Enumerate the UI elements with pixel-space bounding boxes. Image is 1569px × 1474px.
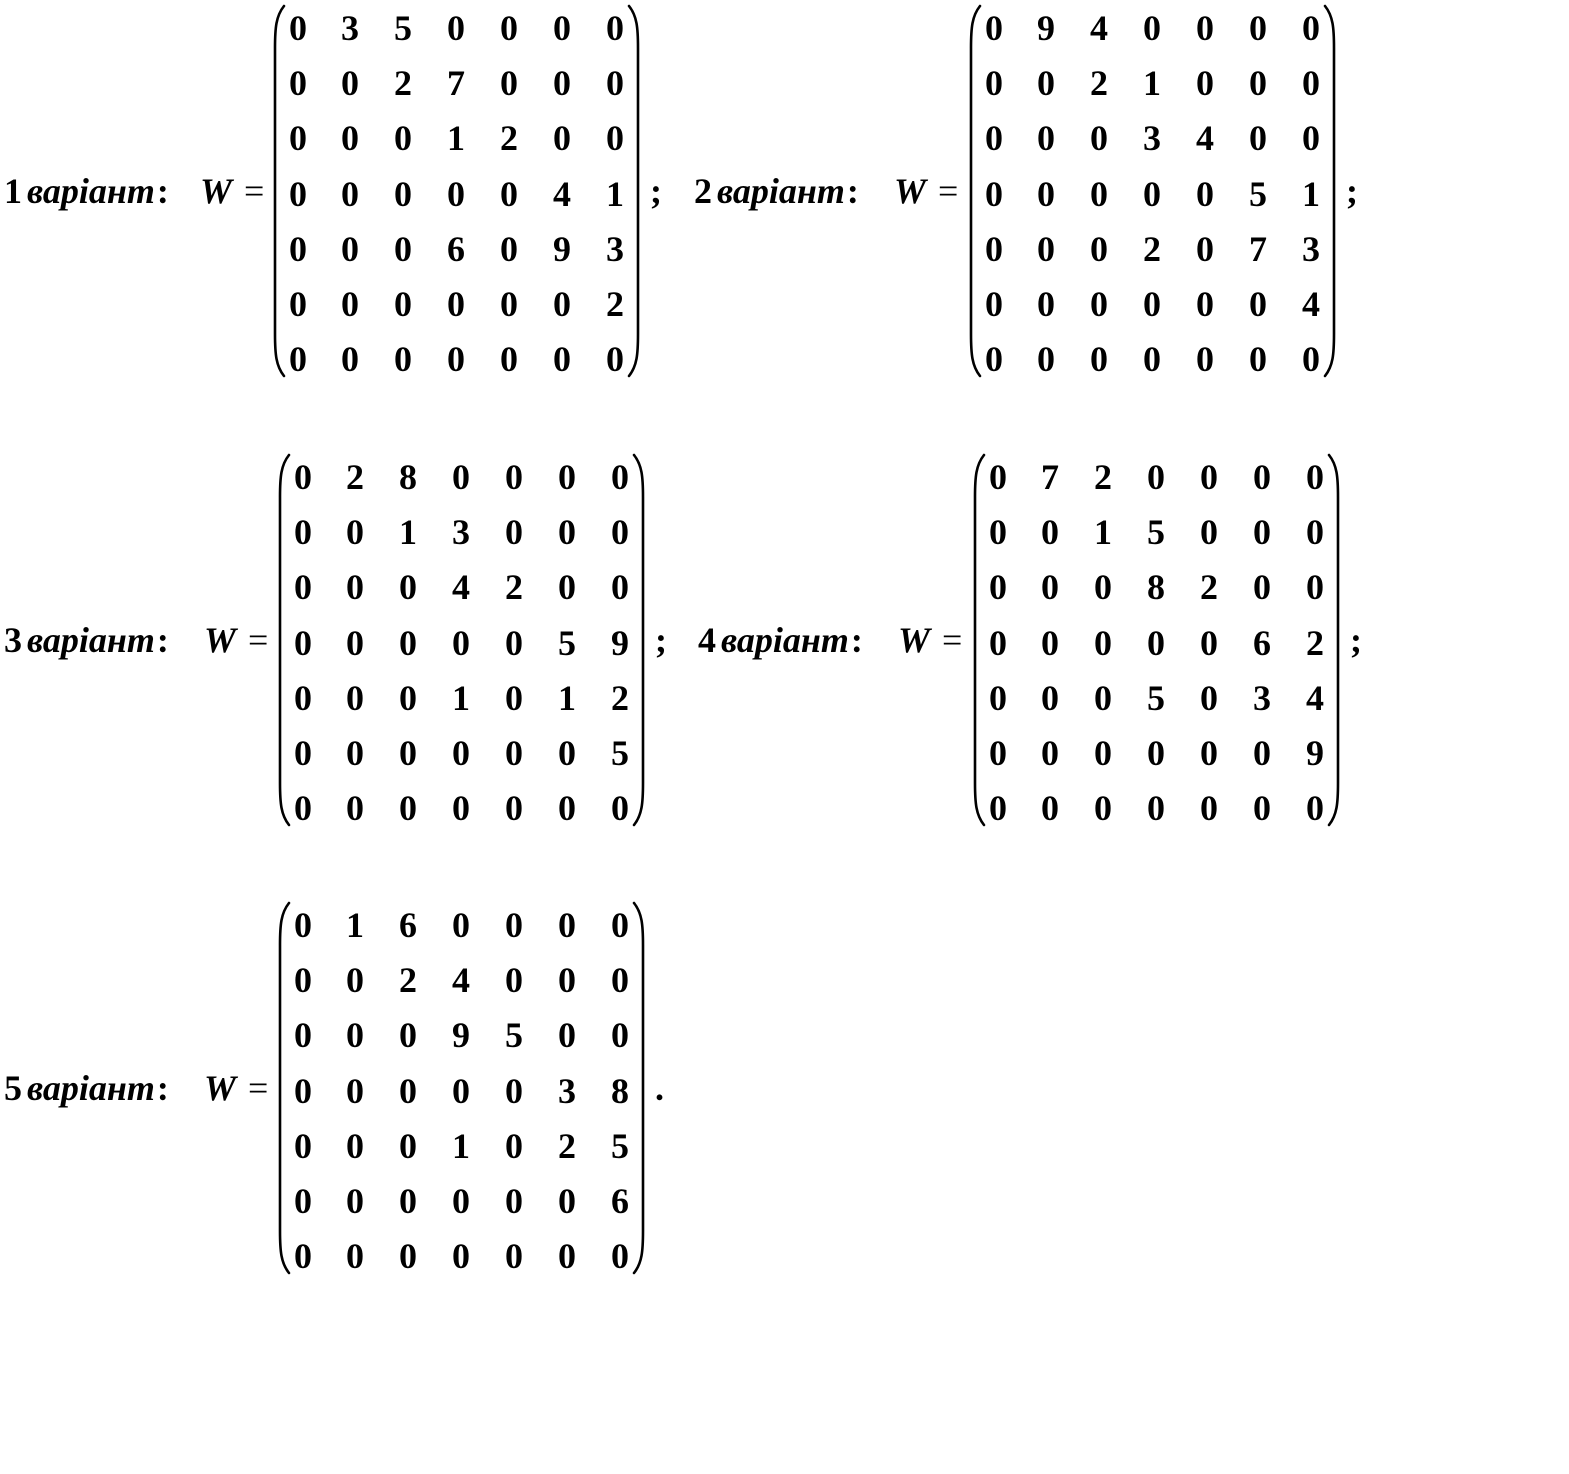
matrix-cell: 0 <box>1041 733 1059 773</box>
matrix-cell: 0 <box>294 1236 312 1276</box>
variant-word: варіант <box>721 620 849 660</box>
matrix-cell: 0 <box>399 1071 417 1111</box>
matrix-cell: 0 <box>452 457 470 497</box>
matrix-cell: 0 <box>1143 284 1161 324</box>
matrix-cell: 0 <box>505 678 523 718</box>
matrix-cell: 3 <box>558 1071 576 1111</box>
matrix-cell: 0 <box>985 8 1003 48</box>
matrix-cell: 0 <box>294 1181 312 1221</box>
matrix-equation-prefix <box>204 616 268 664</box>
matrix-cell: 0 <box>341 63 359 103</box>
matrix-cell: 0 <box>606 63 624 103</box>
matrix-cell: 2 <box>1200 567 1218 607</box>
matrix-cell: 0 <box>399 1126 417 1166</box>
matrix-cell: 0 <box>346 960 364 1000</box>
variant-word: варіант <box>27 620 155 660</box>
matrix-cell: 0 <box>294 1071 312 1111</box>
matrix-cell: 0 <box>452 1181 470 1221</box>
variant-number: 2 <box>694 171 712 211</box>
matrix-cell: 0 <box>294 457 312 497</box>
matrix-cell: 0 <box>606 8 624 48</box>
matrix-cell: 0 <box>399 567 417 607</box>
matrix-cell: 0 <box>505 788 523 828</box>
matrix-cell: 0 <box>1249 339 1267 379</box>
trailing-punctuation: ; <box>1350 620 1362 660</box>
matrix-cell: 1 <box>447 118 465 158</box>
matrix-cell: 2 <box>500 118 518 158</box>
matrix-cell: 1 <box>1302 174 1320 214</box>
variable-w: W <box>200 171 233 211</box>
matrix-cell: 0 <box>985 118 1003 158</box>
matrix-cell: 2 <box>505 567 523 607</box>
matrix-cell: 4 <box>452 960 470 1000</box>
matrix-cell: 0 <box>985 229 1003 269</box>
matrix-cell: 0 <box>399 1236 417 1276</box>
matrix-cell: 0 <box>985 339 1003 379</box>
matrix-cell: 9 <box>553 229 571 269</box>
matrix-cell: 2 <box>346 457 364 497</box>
matrix-cell: 0 <box>505 1236 523 1276</box>
right-parenthesis <box>1323 4 1337 378</box>
matrix-cell: 0 <box>1090 174 1108 214</box>
right-parenthesis <box>1327 453 1341 827</box>
matrix-cell: 0 <box>553 118 571 158</box>
matrix-cell: 1 <box>452 678 470 718</box>
matrix-cell: 0 <box>558 1236 576 1276</box>
matrix-cell: 0 <box>611 457 629 497</box>
matrix-cell: 0 <box>1196 63 1214 103</box>
matrix-cell: 0 <box>394 174 412 214</box>
right-parenthesis <box>632 901 646 1275</box>
matrix-cell: 0 <box>558 567 576 607</box>
matrix-cell: 0 <box>1094 623 1112 663</box>
variant-word: варіант <box>27 171 155 211</box>
matrix-cell: 0 <box>505 1126 523 1166</box>
matrix-cell: 3 <box>341 8 359 48</box>
matrix-cell: 0 <box>394 284 412 324</box>
matrix-cell: 5 <box>611 733 629 773</box>
matrix-cell: 0 <box>447 8 465 48</box>
matrix-cell: 7 <box>1041 457 1059 497</box>
matrix-cell: 0 <box>346 512 364 552</box>
matrix-cell: 0 <box>1143 8 1161 48</box>
matrix-cell: 0 <box>399 1181 417 1221</box>
matrix-cell: 0 <box>1090 118 1108 158</box>
trailing-punctuation: ; <box>655 620 667 660</box>
equals-sign: = <box>938 171 959 211</box>
matrix-cell: 0 <box>289 8 307 48</box>
matrix-cell: 4 <box>1306 678 1324 718</box>
variant-4-label <box>698 616 863 664</box>
matrix-cell: 3 <box>606 229 624 269</box>
matrix-cell: 5 <box>1147 678 1165 718</box>
matrix-cell: 0 <box>611 512 629 552</box>
matrix-cell: 7 <box>447 63 465 103</box>
variant-number: 3 <box>4 620 22 660</box>
matrix-cell: 0 <box>505 457 523 497</box>
matrix-cell: 0 <box>1037 63 1055 103</box>
matrix-cell: 0 <box>558 512 576 552</box>
matrix-cell: 0 <box>1306 567 1324 607</box>
matrix-cell: 0 <box>289 229 307 269</box>
matrix-cell: 0 <box>1302 339 1320 379</box>
matrix-cell: 1 <box>452 1126 470 1166</box>
matrix-cell: 0 <box>500 8 518 48</box>
matrix-cell: 0 <box>1302 118 1320 158</box>
matrix-cell: 0 <box>611 567 629 607</box>
matrix-cell: 2 <box>394 63 412 103</box>
matrix-cell: 0 <box>1253 788 1271 828</box>
colon: : <box>850 620 863 660</box>
matrix-cell: 0 <box>985 284 1003 324</box>
matrix-cell: 5 <box>1147 512 1165 552</box>
matrix-cell: 0 <box>558 1015 576 1055</box>
matrix-cell: 0 <box>346 788 364 828</box>
matrix-cell: 0 <box>294 1126 312 1166</box>
colon: : <box>156 171 169 211</box>
matrix-cell: 0 <box>346 1181 364 1221</box>
matrix-w <box>972 453 1341 827</box>
matrix-cell: 0 <box>447 174 465 214</box>
matrix-cell: 3 <box>452 512 470 552</box>
matrix-cell: 0 <box>346 1015 364 1055</box>
matrix-cell: 0 <box>989 733 1007 773</box>
matrix-cell: 0 <box>1249 118 1267 158</box>
matrix-cell: 0 <box>606 339 624 379</box>
matrix-cell: 0 <box>341 174 359 214</box>
matrix-cell: 0 <box>394 339 412 379</box>
matrix-cell: 0 <box>505 512 523 552</box>
matrix-cell: 0 <box>341 229 359 269</box>
matrix-cell: 0 <box>611 905 629 945</box>
matrix-cell: 0 <box>1200 623 1218 663</box>
matrix-cell: 9 <box>452 1015 470 1055</box>
variant-number: 1 <box>4 171 22 211</box>
matrix-cell: 5 <box>611 1126 629 1166</box>
matrix-cell: 1 <box>558 678 576 718</box>
matrix-cell: 0 <box>1196 8 1214 48</box>
matrix-cell: 5 <box>1249 174 1267 214</box>
matrix-cell: 0 <box>500 284 518 324</box>
matrix-cell: 0 <box>452 905 470 945</box>
matrix-cell: 0 <box>1253 457 1271 497</box>
matrix-cell: 0 <box>1200 512 1218 552</box>
matrix-cell: 4 <box>1196 118 1214 158</box>
matrix-cell: 0 <box>558 1181 576 1221</box>
matrix-cell: 4 <box>553 174 571 214</box>
equals-sign: = <box>244 171 265 211</box>
matrix-cell: 0 <box>452 1071 470 1111</box>
matrix-cell: 0 <box>452 1236 470 1276</box>
matrix-cell: 0 <box>1249 8 1267 48</box>
matrix-cell: 8 <box>1147 567 1165 607</box>
variant-word: варіант <box>27 1068 155 1108</box>
matrix-cell: 0 <box>341 284 359 324</box>
matrix-cell: 4 <box>1302 284 1320 324</box>
colon: : <box>846 171 859 211</box>
equals-sign: = <box>942 620 963 660</box>
matrix-cell: 0 <box>1041 788 1059 828</box>
matrix-w <box>968 4 1337 378</box>
matrix-cell: 9 <box>1306 733 1324 773</box>
matrix-cell: 5 <box>394 8 412 48</box>
matrix-cell: 0 <box>1041 567 1059 607</box>
matrix-cell: 0 <box>294 733 312 773</box>
right-parenthesis <box>632 453 646 827</box>
matrix-cell: 0 <box>1143 174 1161 214</box>
matrix-cell: 2 <box>1306 623 1324 663</box>
variant-5-label <box>4 1064 169 1112</box>
matrix-cell: 0 <box>1306 788 1324 828</box>
matrix-cell: 0 <box>346 1071 364 1111</box>
matrix-cell: 4 <box>452 567 470 607</box>
matrix-cell: 0 <box>989 623 1007 663</box>
matrix-cell: 0 <box>1037 229 1055 269</box>
matrix-cell: 0 <box>1090 339 1108 379</box>
matrix-cell: 0 <box>1041 623 1059 663</box>
matrix-cell: 9 <box>1037 8 1055 48</box>
matrix-cell: 0 <box>1200 678 1218 718</box>
trailing-punctuation: ; <box>1346 171 1358 211</box>
matrix-cell: 0 <box>1200 457 1218 497</box>
matrix-cell: 5 <box>505 1015 523 1055</box>
matrix-cell: 0 <box>611 960 629 1000</box>
matrix-cell: 0 <box>1037 118 1055 158</box>
matrix-cell: 0 <box>500 229 518 269</box>
matrix-cell: 0 <box>289 174 307 214</box>
matrix-cell: 0 <box>294 1015 312 1055</box>
matrix-cell: 0 <box>294 512 312 552</box>
matrix-cell: 0 <box>611 1236 629 1276</box>
matrix-cell: 0 <box>1147 623 1165 663</box>
matrix-cell: 0 <box>606 118 624 158</box>
matrix-cell: 3 <box>1253 678 1271 718</box>
matrix-cell: 0 <box>500 339 518 379</box>
variant-number: 4 <box>698 620 716 660</box>
matrix-cell: 0 <box>611 788 629 828</box>
variant-2-label <box>694 167 859 215</box>
matrix-cell: 2 <box>1090 63 1108 103</box>
matrix-cell: 0 <box>1143 339 1161 379</box>
matrix-cell: 0 <box>1147 788 1165 828</box>
matrix-cell: 0 <box>505 1071 523 1111</box>
matrix-cell: 0 <box>505 733 523 773</box>
matrix-cell: 0 <box>346 567 364 607</box>
matrix-cell: 6 <box>399 905 417 945</box>
matrix-cell: 0 <box>1306 512 1324 552</box>
matrix-cell: 0 <box>1249 63 1267 103</box>
matrix-cell: 0 <box>553 339 571 379</box>
matrix-cell: 0 <box>1302 8 1320 48</box>
matrix-cell: 0 <box>294 678 312 718</box>
matrix-cell: 0 <box>505 905 523 945</box>
matrix-cell: 0 <box>1147 457 1165 497</box>
matrix-cell: 0 <box>1200 788 1218 828</box>
matrix-cell: 0 <box>500 174 518 214</box>
matrix-cell: 0 <box>1037 339 1055 379</box>
matrix-cell: 2 <box>558 1126 576 1166</box>
matrix-cell: 2 <box>606 284 624 324</box>
matrix-cell: 0 <box>1196 174 1214 214</box>
matrix-equation-prefix <box>894 167 958 215</box>
matrix-cell: 0 <box>985 63 1003 103</box>
matrix-cell: 0 <box>447 284 465 324</box>
matrix-cell: 0 <box>341 118 359 158</box>
matrix-cell: 0 <box>289 284 307 324</box>
matrix-cell: 0 <box>500 63 518 103</box>
matrix-cell: 2 <box>1143 229 1161 269</box>
matrix-cell: 0 <box>294 960 312 1000</box>
matrix-cell: 0 <box>1094 788 1112 828</box>
variant-1-label <box>4 167 169 215</box>
matrix-cell: 0 <box>1147 733 1165 773</box>
matrix-cell: 0 <box>1249 284 1267 324</box>
matrix-cell: 4 <box>1090 8 1108 48</box>
matrix-cell: 8 <box>611 1071 629 1111</box>
matrix-cell: 0 <box>1302 63 1320 103</box>
matrix-cell: 9 <box>611 623 629 663</box>
matrix-cell: 0 <box>1041 512 1059 552</box>
matrix-cell: 2 <box>1094 457 1112 497</box>
matrix-cell: 0 <box>1094 733 1112 773</box>
matrix-cell: 0 <box>394 229 412 269</box>
matrix-cell: 0 <box>1037 174 1055 214</box>
matrix-cell: 0 <box>989 788 1007 828</box>
matrix-cell: 0 <box>289 339 307 379</box>
matrix-cell: 0 <box>294 905 312 945</box>
matrix-cell: 0 <box>553 8 571 48</box>
matrix-cell: 0 <box>558 905 576 945</box>
matrix-cell: 0 <box>346 678 364 718</box>
matrix-cell: 2 <box>611 678 629 718</box>
matrix-cell: 0 <box>399 733 417 773</box>
matrix-cell: 0 <box>989 512 1007 552</box>
matrix-cell: 6 <box>611 1181 629 1221</box>
matrix-cell: 0 <box>989 678 1007 718</box>
matrix-cell: 0 <box>1094 567 1112 607</box>
matrix-w <box>277 453 646 827</box>
matrix-cell: 2 <box>399 960 417 1000</box>
matrix-cell: 0 <box>1196 229 1214 269</box>
matrix-cell: 0 <box>505 1181 523 1221</box>
variable-w: W <box>898 620 931 660</box>
matrix-cell: 0 <box>1094 678 1112 718</box>
matrix-equation-prefix <box>204 1064 268 1112</box>
matrix-cell: 0 <box>1196 284 1214 324</box>
equals-sign: = <box>248 1068 269 1108</box>
matrix-cell: 0 <box>989 567 1007 607</box>
variable-w: W <box>204 620 237 660</box>
matrix-cell: 0 <box>399 1015 417 1055</box>
matrix-cell: 0 <box>1200 733 1218 773</box>
matrix-cell: 1 <box>1094 512 1112 552</box>
matrix-cell: 0 <box>985 174 1003 214</box>
matrix-w <box>272 4 641 378</box>
matrix-cell: 0 <box>611 1015 629 1055</box>
matrix-cell: 3 <box>1302 229 1320 269</box>
matrix-cell: 0 <box>1196 339 1214 379</box>
colon: : <box>156 620 169 660</box>
matrix-cell: 1 <box>399 512 417 552</box>
matrix-cell: 0 <box>1090 284 1108 324</box>
matrix-cell: 6 <box>1253 623 1271 663</box>
matrix-cell: 0 <box>452 733 470 773</box>
matrix-cell: 3 <box>1143 118 1161 158</box>
equals-sign: = <box>248 620 269 660</box>
matrix-w <box>277 901 646 1275</box>
matrix-cell: 0 <box>505 623 523 663</box>
matrix-cell: 0 <box>394 118 412 158</box>
matrix-cell: 0 <box>399 678 417 718</box>
variable-w: W <box>204 1068 237 1108</box>
variable-w: W <box>894 171 927 211</box>
matrix-cell: 0 <box>289 118 307 158</box>
matrix-cell: 6 <box>447 229 465 269</box>
trailing-punctuation: ; <box>650 171 662 211</box>
matrix-cell: 0 <box>558 457 576 497</box>
matrix-cell: 7 <box>1249 229 1267 269</box>
matrix-cell: 0 <box>553 63 571 103</box>
matrix-cell: 0 <box>558 733 576 773</box>
matrix-cell: 0 <box>294 788 312 828</box>
colon: : <box>156 1068 169 1108</box>
matrix-cell: 0 <box>989 457 1007 497</box>
matrix-cell: 0 <box>294 567 312 607</box>
matrix-cell: 5 <box>558 623 576 663</box>
matrix-cell: 0 <box>558 788 576 828</box>
matrix-cell: 0 <box>452 788 470 828</box>
matrix-cell: 0 <box>341 339 359 379</box>
matrix-cell: 0 <box>289 63 307 103</box>
variant-word: варіант <box>717 171 845 211</box>
matrix-cell: 0 <box>346 623 364 663</box>
matrix-cell: 0 <box>447 339 465 379</box>
matrix-equation-prefix <box>200 167 264 215</box>
matrix-cell: 0 <box>1090 229 1108 269</box>
matrix-cell: 0 <box>553 284 571 324</box>
matrix-cell: 0 <box>399 623 417 663</box>
matrix-cell: 0 <box>1253 512 1271 552</box>
matrix-cell: 8 <box>399 457 417 497</box>
trailing-punctuation: . <box>655 1068 664 1108</box>
matrix-cell: 0 <box>294 623 312 663</box>
matrix-cell: 0 <box>452 623 470 663</box>
matrix-cell: 1 <box>346 905 364 945</box>
variant-3-label <box>4 616 169 664</box>
matrix-cell: 0 <box>346 1126 364 1166</box>
matrix-cell: 0 <box>558 960 576 1000</box>
matrix-cell: 1 <box>1143 63 1161 103</box>
variant-number: 5 <box>4 1068 22 1108</box>
matrix-cell: 0 <box>505 960 523 1000</box>
matrix-cell: 0 <box>346 1236 364 1276</box>
matrix-cell: 0 <box>1253 733 1271 773</box>
matrix-cell: 1 <box>606 174 624 214</box>
matrix-equation-prefix <box>898 616 962 664</box>
matrix-cell: 0 <box>346 733 364 773</box>
matrix-cell: 0 <box>1306 457 1324 497</box>
matrix-cell: 0 <box>1037 284 1055 324</box>
matrix-cell: 0 <box>1253 567 1271 607</box>
matrix-cell: 0 <box>1041 678 1059 718</box>
matrix-cell: 0 <box>399 788 417 828</box>
right-parenthesis <box>627 4 641 378</box>
